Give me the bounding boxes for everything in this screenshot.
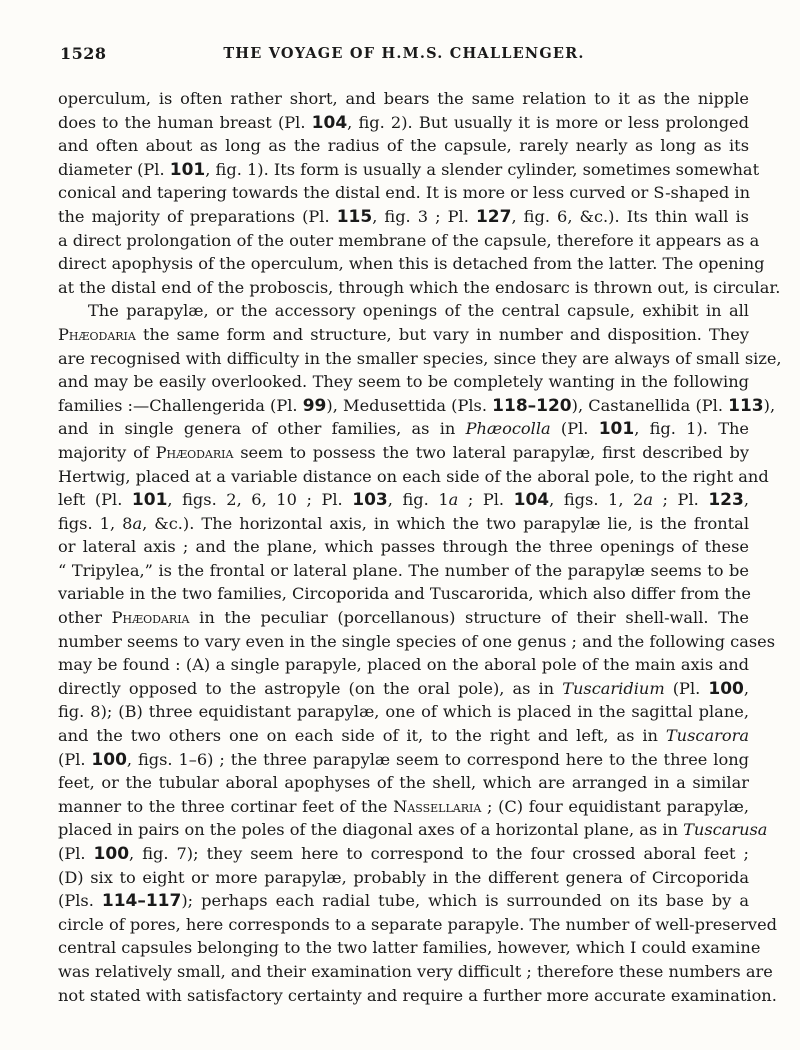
text-run: and may be easily overlooked. They seem to be completely wanting in the following bbox=[58, 372, 749, 392]
running-title: THE VOYAGE OF H.M.S. CHALLENGER. bbox=[223, 45, 585, 62]
text-line bbox=[58, 582, 749, 606]
text-line bbox=[58, 276, 781, 300]
text-run: , fig. 6, &c.). Its thin wall is bbox=[511, 206, 749, 226]
text-run: The parapylæ, or the accessory openings of the central capsule, exhibit in all bbox=[88, 301, 749, 321]
text-run: placed in pairs on the poles of the diagonal axes of a horizontal plane, as in bbox=[58, 820, 684, 840]
italic-term: Phæocolla bbox=[465, 419, 551, 439]
text-run: , figs. 1–6) ; the three parapylæ seem to correspond here to the three long bbox=[126, 749, 749, 769]
text-line bbox=[58, 441, 749, 465]
plate-reference: 114–117 bbox=[101, 891, 182, 912]
text-line bbox=[58, 229, 760, 253]
text-run: ; (C) four equidistant parapylæ, bbox=[481, 796, 749, 816]
italic-term: a bbox=[448, 490, 459, 510]
text-run: , &c.). The horizontal axis, in which the two parapylæ lie, is the frontal bbox=[142, 513, 749, 533]
text-line bbox=[58, 87, 749, 111]
plate-reference: 115 bbox=[336, 206, 373, 227]
text-run: a direct prolongation of the outer membrane of the capsule, therefore it appears as a bbox=[58, 230, 760, 250]
text-run: or lateral axis ; and the plane, which passes through the three openings of these bbox=[58, 537, 749, 557]
text-line bbox=[58, 417, 749, 441]
text-run: ), bbox=[763, 395, 776, 415]
text-line bbox=[58, 677, 749, 701]
text-line bbox=[58, 394, 776, 418]
text-run: (D) six to eight or more parapylæ, probably in the different genera of Circoporida bbox=[58, 867, 749, 887]
text-run: (Pl. bbox=[58, 844, 94, 863]
text-run: (Pl. bbox=[550, 419, 599, 439]
text-line bbox=[58, 889, 749, 913]
text-run: are recognised with difficulty in the smaller species, since they are always of small size, bbox=[58, 348, 782, 368]
text-run: diameter (Pl. bbox=[58, 159, 170, 179]
text-line bbox=[58, 960, 773, 984]
plate-reference: 101 bbox=[131, 490, 168, 511]
page-header bbox=[60, 44, 748, 66]
text-run: does to the human breast (Pl. bbox=[58, 112, 312, 132]
text-run: at the distal end of the proboscis, through which the endosarc is thrown out, is circular. bbox=[58, 277, 781, 297]
text-run: , bbox=[743, 490, 749, 510]
italic-term: Tuscarora bbox=[665, 726, 749, 746]
text-run: may be found : (A) a single parapyle, placed on the aboral pole of the main axis and bbox=[58, 655, 749, 675]
text-run: feet, or the tubular aboral apophyses of the shell, which are arranged in a similar bbox=[58, 773, 749, 793]
text-line bbox=[58, 370, 749, 394]
text-line bbox=[58, 795, 749, 819]
text-run: , bbox=[743, 678, 750, 698]
plate-reference: 104 bbox=[311, 112, 348, 133]
text-line bbox=[58, 299, 749, 323]
plate-reference: 100 bbox=[708, 678, 744, 699]
text-run: ), Medusettida (Pls. bbox=[326, 395, 493, 415]
text-run: ), Castanellida (Pl. bbox=[571, 395, 729, 415]
plate-reference: 118–120 bbox=[492, 395, 572, 416]
text-run: , fig. 3 ; Pl. bbox=[372, 206, 476, 226]
text-run: Hertwig, placed at a variable distance on each side of the aboral pole, to the right and bbox=[58, 466, 769, 486]
text-run: , figs. 1, 2 bbox=[549, 490, 644, 510]
text-run: (Pl. bbox=[664, 678, 709, 698]
text-run: number seems to vary even in the single species of one genus ; and the following cases bbox=[58, 631, 776, 651]
text-run: ; Pl. bbox=[652, 490, 709, 510]
text-line bbox=[58, 134, 749, 158]
plate-reference: 99 bbox=[302, 395, 327, 416]
text-line bbox=[58, 866, 749, 890]
text-run: variable in the two families, Circoporida and Tuscarorida, which also differ from the bbox=[58, 584, 751, 604]
text-run: seem to possess the two lateral parapylæ, first described by bbox=[233, 442, 749, 462]
plate-reference: 100 bbox=[91, 749, 127, 770]
text-line bbox=[58, 748, 749, 772]
text-line bbox=[58, 653, 749, 677]
text-line bbox=[58, 771, 749, 795]
text-run: in the peculiar (porcellanous) structure of their shell-wall. The bbox=[189, 608, 749, 628]
body-text bbox=[58, 87, 782, 1007]
text-run: , figs. 2, 6, 10 ; Pl. bbox=[167, 490, 353, 510]
text-run: (Pl. bbox=[58, 749, 92, 769]
text-run: majority of bbox=[58, 442, 156, 462]
text-line bbox=[58, 205, 749, 229]
text-line bbox=[58, 465, 769, 489]
text-line bbox=[58, 630, 776, 654]
italic-term: a bbox=[643, 490, 653, 510]
text-line bbox=[58, 913, 778, 937]
text-line bbox=[58, 181, 749, 205]
plate-reference: 101 bbox=[169, 159, 206, 180]
text-line bbox=[58, 111, 749, 135]
text-run: direct apophysis of the operculum, when this is detached from the latter. The opening bbox=[58, 254, 765, 274]
text-line bbox=[58, 606, 749, 630]
text-run: , fig. 1). Its form is usually a slender cylinder, sometimes somewhat bbox=[205, 159, 760, 179]
text-line bbox=[58, 158, 760, 182]
text-line bbox=[58, 818, 768, 842]
text-run: was relatively small, and their examination very difficult ; therefore these numbers are bbox=[58, 961, 773, 981]
text-line bbox=[58, 252, 765, 276]
text-run: and often about as long as the radius of the capsule, rarely nearly as long as its bbox=[58, 136, 749, 156]
page-number: 1528 bbox=[60, 44, 107, 63]
text-line bbox=[58, 936, 761, 960]
text-run: (Pls. bbox=[58, 891, 102, 911]
text-run: central capsules belonging to the two latter families, however, which I could examine bbox=[58, 938, 761, 958]
plate-reference: 100 bbox=[93, 844, 130, 864]
text-run: operculum, is often rather short, and bears the same relation to it as the nipple bbox=[58, 89, 749, 108]
text-line bbox=[58, 984, 777, 1008]
text-line bbox=[58, 535, 749, 559]
text-run: conical and tapering towards the distal end. It is more or less curved or S-shaped in bbox=[58, 183, 750, 203]
small-caps-term: Phæodaria bbox=[111, 608, 190, 628]
text-run: figs. 1, 8 bbox=[58, 513, 133, 533]
text-run: families :—Challengerida (Pl. bbox=[58, 395, 303, 415]
text-run: and in single genera of other families, as in bbox=[58, 419, 466, 439]
text-run: manner to the three cortinar feet of the bbox=[58, 796, 394, 816]
text-run: the majority of preparations (Pl. bbox=[58, 206, 337, 226]
plate-reference: 113 bbox=[728, 395, 764, 416]
text-run: other bbox=[58, 608, 112, 628]
text-run: ; Pl. bbox=[458, 490, 514, 510]
text-run: and the two others one on each side of it, to the right and left, as in bbox=[58, 726, 666, 746]
italic-term: a bbox=[132, 513, 143, 533]
text-line bbox=[58, 488, 749, 512]
small-caps-term: Phæodaria bbox=[58, 324, 136, 344]
text-line bbox=[58, 512, 749, 536]
text-run: , fig. 2). But usually it is more or less prolonged bbox=[347, 112, 749, 132]
small-caps-term: Phæodaria bbox=[155, 442, 234, 462]
text-run: the same form and structure, but vary in number and disposition. They bbox=[135, 324, 749, 344]
italic-term: Tuscaridium bbox=[562, 678, 665, 698]
small-caps-term: Nassellaria bbox=[393, 796, 482, 816]
text-line bbox=[58, 559, 749, 583]
text-run: left (Pl. bbox=[58, 490, 132, 510]
text-line bbox=[58, 842, 749, 866]
plate-reference: 104 bbox=[513, 490, 550, 511]
text-run: , fig. 7); they seem here to correspond to the four crossed aboral feet ; bbox=[129, 844, 749, 863]
plate-reference: 101 bbox=[598, 419, 635, 440]
text-run: circle of pores, here corresponds to a separate parapyle. The number of well-preserved bbox=[58, 914, 778, 934]
plate-reference: 123 bbox=[708, 490, 744, 511]
text-run: , fig. 1 bbox=[387, 490, 449, 510]
plate-reference: 103 bbox=[352, 490, 388, 511]
text-line bbox=[58, 724, 749, 748]
plate-reference: 127 bbox=[475, 206, 512, 227]
text-line bbox=[58, 347, 782, 371]
italic-term: Tuscarusa bbox=[683, 820, 768, 840]
text-run: not stated with satisfactory certainty and require a further more accurate examination. bbox=[58, 985, 777, 1005]
text-run: “ Tripylea,” is the frontal or lateral plane. The number of the parapylæ seems to be bbox=[58, 560, 749, 580]
text-line bbox=[58, 323, 749, 347]
text-run: ); perhaps each radial tube, which is surrounded on its base by a bbox=[181, 891, 749, 911]
text-run: fig. 8); (B) three equidistant parapylæ, one of which is placed in the sagittal plane, bbox=[58, 702, 749, 722]
text-run: , fig. 1). The bbox=[634, 419, 749, 439]
text-run: directly opposed to the astropyle (on the oral pole), as in bbox=[58, 678, 563, 698]
text-line bbox=[58, 700, 749, 724]
